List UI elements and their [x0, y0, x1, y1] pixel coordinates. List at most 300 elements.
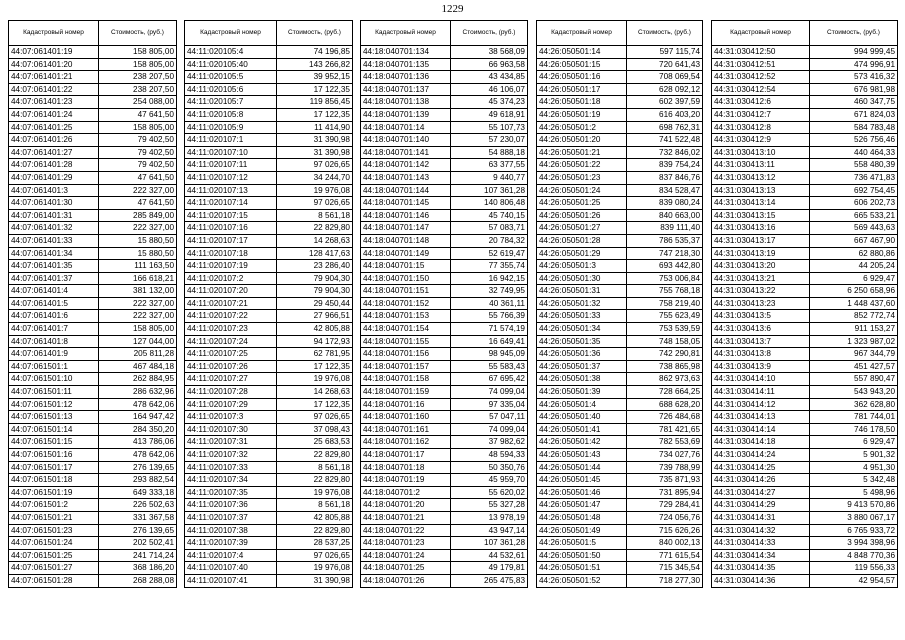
- cadastral-number-cell: 44:11:020107:22: [185, 310, 277, 323]
- cadastral-number-cell: 44:31:030413:21: [712, 272, 810, 285]
- cost-cell: 238 207,50: [99, 83, 177, 96]
- cadastral-number-cell: 44:31:030413:9: [712, 360, 810, 373]
- cadastral-number-cell: 44:31:030412:50: [712, 46, 810, 59]
- cadastral-number-cell: 44:18:040701:24: [361, 549, 451, 562]
- table-row: [185, 209, 353, 222]
- table-row: [712, 285, 898, 298]
- table-row: [361, 423, 528, 436]
- cost-cell: 758 219,40: [627, 297, 703, 310]
- table-row: [185, 46, 353, 59]
- table-row: [9, 411, 177, 424]
- table-row: [185, 222, 353, 235]
- cost-table-2: [184, 20, 353, 588]
- cost-cell: 728 664,25: [627, 386, 703, 399]
- cadastral-number-cell: 44:07:061501:19: [9, 486, 99, 499]
- cadastral-number-cell: 44:26:050501:3: [537, 260, 627, 273]
- table-row: [537, 184, 703, 197]
- cost-cell: 79 904,30: [277, 285, 353, 298]
- cost-table-3: [360, 20, 528, 588]
- cost-cell: 569 443,63: [810, 222, 898, 235]
- table-row: [9, 71, 177, 84]
- cost-cell: 15 880,50: [99, 247, 177, 260]
- cost-header: Стоимость, (руб.): [627, 21, 703, 46]
- cadastral-number-cell: 44:31:030413:19: [712, 247, 810, 260]
- cadastral-number-cell: 44:26:050501:17: [537, 83, 627, 96]
- cadastral-number-cell: 44:31:030414:13: [712, 411, 810, 424]
- table-row: [712, 411, 898, 424]
- cadastral-number-cell: 44:31:030414:36: [712, 574, 810, 587]
- cost-cell: 781 744,01: [810, 411, 898, 424]
- table-row: [537, 411, 703, 424]
- cost-cell: 241 714,24: [99, 549, 177, 562]
- cadastral-number-cell: 44:26:050501:19: [537, 108, 627, 121]
- cadastral-number-cell: 44:31:030413:12: [712, 171, 810, 184]
- table-row: [185, 449, 353, 462]
- cadastral-number-cell: 44:31:030414:25: [712, 461, 810, 474]
- cadastral-number-cell: 44:11:020105:9: [185, 121, 277, 134]
- table-row: [185, 58, 353, 71]
- cost-cell: 222 327,00: [99, 222, 177, 235]
- cadastral-number-cell: 44:07:061401:7: [9, 323, 99, 336]
- cost-cell: 57 230,07: [451, 134, 528, 147]
- cadastral-number-cell: 44:07:061501:15: [9, 436, 99, 449]
- cost-cell: 67 695,42: [451, 373, 528, 386]
- cadastral-number-cell: 44:31:030413:23: [712, 297, 810, 310]
- cost-cell: 840 002,13: [627, 537, 703, 550]
- cadastral-number-cell: 44:11:020107:25: [185, 348, 277, 361]
- cadastral-number-cell: 44:11:020107:2: [185, 272, 277, 285]
- cadastral-number-cell: 44:26:050501:26: [537, 209, 627, 222]
- cost-cell: 268 288,08: [99, 574, 177, 587]
- table-row: [537, 449, 703, 462]
- cost-cell: 205 811,28: [99, 348, 177, 361]
- table-row: [537, 335, 703, 348]
- cadastral-number-cell: 44:11:020107:11: [185, 159, 277, 172]
- cost-cell: 693 442,80: [627, 260, 703, 273]
- cadastral-number-cell: 44:07:061501:1: [9, 360, 99, 373]
- cost-cell: 31 390,98: [277, 574, 353, 587]
- table-row: [9, 549, 177, 562]
- cadastral-number-cell: 44:07:061401:4: [9, 285, 99, 298]
- cost-cell: 34 244,70: [277, 171, 353, 184]
- cadastral-number-cell: 44:07:061501:10: [9, 373, 99, 386]
- table-row: [185, 108, 353, 121]
- cadastral-number-cell: 44:11:020107:17: [185, 234, 277, 247]
- cost-cell: 331 367,58: [99, 511, 177, 524]
- table-row: [9, 537, 177, 550]
- cost-cell: 27 966,51: [277, 310, 353, 323]
- table-row: [185, 134, 353, 147]
- table-row: [537, 461, 703, 474]
- cost-cell: 19 976,08: [277, 373, 353, 386]
- cadastral-number-cell: 44:26:050501:32: [537, 297, 627, 310]
- cadastral-number-cell: 44:18:040701:154: [361, 323, 451, 336]
- cadastral-number-cell: 44:11:020107:20: [185, 285, 277, 298]
- cost-cell: 97 026,65: [277, 411, 353, 424]
- cost-cell: 32 749,95: [451, 285, 528, 298]
- table-row: [185, 574, 353, 587]
- cost-cell: 478 642,06: [99, 449, 177, 462]
- cadastral-number-cell: 44:31:030413:17: [712, 234, 810, 247]
- table-row: [9, 461, 177, 474]
- cadastral-number-cell: 44:26:050501:37: [537, 360, 627, 373]
- cadastral-number-cell: 44:26:050501:4: [537, 398, 627, 411]
- table-row: [185, 386, 353, 399]
- cost-cell: 284 350,20: [99, 423, 177, 436]
- cost-header: Стоимость, (руб.): [277, 21, 353, 46]
- table-row: [185, 285, 353, 298]
- cost-cell: 13 978,19: [451, 511, 528, 524]
- cadastral-number-cell: 44:31:030412:6: [712, 96, 810, 109]
- cadastral-number-cell: 44:11:020107:38: [185, 524, 277, 537]
- cadastral-number-cell: 44:31:030413:20: [712, 260, 810, 273]
- cadastral-number-cell: 44:26:050501:25: [537, 197, 627, 210]
- cost-cell: 43 434,85: [451, 71, 528, 84]
- cadastral-number-cell: 44:31:030412:52: [712, 71, 810, 84]
- cost-cell: 14 268,63: [277, 386, 353, 399]
- table-row: [537, 285, 703, 298]
- cost-header: Стоимость, (руб.): [451, 21, 528, 46]
- cadastral-number-cell: 44:11:020107:3: [185, 411, 277, 424]
- cost-cell: 55 327,28: [451, 499, 528, 512]
- table-row: [712, 423, 898, 436]
- table-row: [185, 310, 353, 323]
- cost-cell: 720 641,43: [627, 58, 703, 71]
- table-row: [537, 486, 703, 499]
- cost-cell: 6 929,47: [810, 436, 898, 449]
- cost-cell: 698 762,31: [627, 121, 703, 134]
- cost-cell: 665 533,21: [810, 209, 898, 222]
- cadastral-number-cell: 44:26:050501:49: [537, 524, 627, 537]
- table-row: [9, 134, 177, 147]
- table-row: [185, 197, 353, 210]
- table-row: [361, 209, 528, 222]
- cadastral-number-cell: 44:11:020107:32: [185, 449, 277, 462]
- table-row: [361, 386, 528, 399]
- table-row: [712, 58, 898, 71]
- cadastral-number-cell: 44:07:061401:8: [9, 335, 99, 348]
- table-row: [712, 197, 898, 210]
- cost-cell: 37 098,43: [277, 423, 353, 436]
- table-row: [537, 474, 703, 487]
- table-row: [9, 574, 177, 587]
- cadastral-number-cell: 44:11:020107:10: [185, 146, 277, 159]
- cost-cell: 718 277,30: [627, 574, 703, 587]
- table-row: [537, 272, 703, 285]
- cost-cell: 254 088,00: [99, 96, 177, 109]
- table-row: [9, 386, 177, 399]
- cadastral-number-cell: 44:18:040701:26: [361, 574, 451, 587]
- table-row: [712, 260, 898, 273]
- table-row: [185, 247, 353, 260]
- cost-cell: 753 539,59: [627, 323, 703, 336]
- cadastral-number-cell: 44:18:040701:18: [361, 461, 451, 474]
- cadastral-number-cell: 44:11:020105:40: [185, 58, 277, 71]
- cost-cell: 94 172,93: [277, 335, 353, 348]
- table-row: [9, 297, 177, 310]
- table-row: [361, 146, 528, 159]
- cost-cell: 9 440,77: [451, 171, 528, 184]
- cadastral-number-cell: 44:07:061501:24: [9, 537, 99, 550]
- table-row: [537, 562, 703, 575]
- cost-cell: 42 805,88: [277, 511, 353, 524]
- cost-cell: 1 448 437,60: [810, 297, 898, 310]
- page-number: 1229: [441, 3, 464, 15]
- cadastral-number-cell: 44:07:061401:24: [9, 108, 99, 121]
- table-row: [537, 310, 703, 323]
- cadastral-number-cell: 44:18:040701:149: [361, 247, 451, 260]
- cost-cell: 44 205,24: [810, 260, 898, 273]
- table-row: [537, 574, 703, 587]
- cadastral-number-cell: 44:26:050501:35: [537, 335, 627, 348]
- table-row: [361, 134, 528, 147]
- cost-cell: 62 781,95: [277, 348, 353, 361]
- table-row: [712, 449, 898, 462]
- cost-cell: 15 880,50: [99, 234, 177, 247]
- cadastral-number-cell: 44:26:050501:42: [537, 436, 627, 449]
- table-row: [712, 524, 898, 537]
- cadastral-number-cell: 44:18:040701:150: [361, 272, 451, 285]
- table-row: [712, 96, 898, 109]
- cost-cell: 755 768,18: [627, 285, 703, 298]
- cost-cell: 127 044,00: [99, 335, 177, 348]
- cadastral-number-cell: 44:26:050501:2: [537, 121, 627, 134]
- cadastral-number-cell: 44:18:040701:141: [361, 146, 451, 159]
- table-row: [185, 335, 353, 348]
- cost-cell: 6 250 658,96: [810, 285, 898, 298]
- cost-cell: 649 333,18: [99, 486, 177, 499]
- cadastral-number-cell: 44:31:030412:7: [712, 108, 810, 121]
- header-row: [537, 21, 703, 46]
- table-row: [537, 348, 703, 361]
- table-row: [361, 373, 528, 386]
- table-row: [712, 486, 898, 499]
- cadastral-number-cell: 44:18:040701:22: [361, 524, 451, 537]
- cadastral-number-cell: 44:26:050501:47: [537, 499, 627, 512]
- table-row: [712, 549, 898, 562]
- cadastral-number-cell: 44:11:020107:31: [185, 436, 277, 449]
- cost-cell: 52 619,47: [451, 247, 528, 260]
- cost-cell: 74 099,04: [451, 423, 528, 436]
- table-row: [185, 562, 353, 575]
- cost-cell: 782 553,69: [627, 436, 703, 449]
- cost-cell: 735 871,93: [627, 474, 703, 487]
- table-row: [537, 234, 703, 247]
- cadastral-number-cell: 44:18:040701:145: [361, 197, 451, 210]
- cadastral-number-cell: 44:31:030413:13: [712, 184, 810, 197]
- cadastral-number-cell: 44:26:050501:27: [537, 222, 627, 235]
- cadastral-number-cell: 44:26:050501:22: [537, 159, 627, 172]
- cost-cell: 98 945,09: [451, 348, 528, 361]
- cadastral-number-cell: 44:11:020107:40: [185, 562, 277, 575]
- cost-cell: 726 484,68: [627, 411, 703, 424]
- cadastral-number-cell: 44:07:061401:22: [9, 83, 99, 96]
- cost-cell: 48 594,33: [451, 449, 528, 462]
- table-row: [361, 411, 528, 424]
- table-row: [712, 46, 898, 59]
- cost-cell: 840 663,00: [627, 209, 703, 222]
- cadastral-number-cell: 44:18:040701:140: [361, 134, 451, 147]
- cadastral-number-cell: 44:07:061401:9: [9, 348, 99, 361]
- table-row: [537, 537, 703, 550]
- cadastral-number-cell: 44:18:040701:155: [361, 335, 451, 348]
- table-row: [9, 184, 177, 197]
- cadastral-number-cell: 44:26:050501:24: [537, 184, 627, 197]
- cost-cell: 55 620,02: [451, 486, 528, 499]
- header-row: [712, 21, 898, 46]
- cadastral-number-cell: 44:31:030413:10: [712, 146, 810, 159]
- cost-cell: 45 740,15: [451, 209, 528, 222]
- cadastral-number-cell: 44:31:030414:35: [712, 562, 810, 575]
- table-row: [361, 46, 528, 59]
- cadastral-number-cell: 44:18:040701:152: [361, 297, 451, 310]
- cadastral-number-cell: 44:31:030413:7: [712, 335, 810, 348]
- cadastral-number-cell: 44:18:040701:147: [361, 222, 451, 235]
- cadastral-number-cell: 44:11:020107:29: [185, 398, 277, 411]
- cadastral-number-cell: 44:18:040701:157: [361, 360, 451, 373]
- cadastral-number-cell: 44:26:050501:40: [537, 411, 627, 424]
- cost-cell: 5 342,48: [810, 474, 898, 487]
- cadastral-number-cell: 44:31:030414:18: [712, 436, 810, 449]
- table-row: [712, 474, 898, 487]
- cost-cell: 606 202,73: [810, 197, 898, 210]
- cadastral-number-cell: 44:07:061501:18: [9, 474, 99, 487]
- cost-cell: 688 628,20: [627, 398, 703, 411]
- cost-cell: 238 207,50: [99, 71, 177, 84]
- cadastral-number-cell: 44:18:040701:160: [361, 411, 451, 424]
- cadastral-number-cell: 44:07:061401:32: [9, 222, 99, 235]
- cadastral-number-cell: 44:11:020107:27: [185, 373, 277, 386]
- table-row: [361, 360, 528, 373]
- cadastral-number-cell: 44:18:040701:14: [361, 121, 451, 134]
- cost-cell: 71 574,19: [451, 323, 528, 336]
- table-row: [185, 348, 353, 361]
- cost-cell: 97 026,65: [277, 549, 353, 562]
- table-row: [712, 121, 898, 134]
- table-row: [537, 499, 703, 512]
- cadastral-number-cell: 44:26:050501:18: [537, 96, 627, 109]
- table-row: [185, 297, 353, 310]
- table-row: [712, 83, 898, 96]
- cadastral-number-cell: 44:18:040701:21: [361, 511, 451, 524]
- cadastral-number-cell: 44:11:020107:14: [185, 197, 277, 210]
- cost-cell: 164 947,42: [99, 411, 177, 424]
- cadastral-number-cell: 44:26:050501:14: [537, 46, 627, 59]
- table-row: [9, 348, 177, 361]
- table-row: [185, 411, 353, 424]
- table-row: [9, 373, 177, 386]
- cadastral-number-cell: 44:31:030414:29: [712, 499, 810, 512]
- cost-cell: 79 402,50: [99, 159, 177, 172]
- table-row: [9, 171, 177, 184]
- cost-cell: 667 467,90: [810, 234, 898, 247]
- cost-cell: 1 323 987,02: [810, 335, 898, 348]
- table-row: [361, 272, 528, 285]
- cadastral-number-cell: 44:11:020107:12: [185, 171, 277, 184]
- cost-cell: 285 849,00: [99, 209, 177, 222]
- cadastral-number-cell: 44:11:020107:36: [185, 499, 277, 512]
- cadastral-number-cell: 44:26:050501:48: [537, 511, 627, 524]
- table-row: [712, 335, 898, 348]
- cadastral-number-cell: 44:07:061501:23: [9, 524, 99, 537]
- cost-cell: 222 327,00: [99, 184, 177, 197]
- cost-cell: 57 047,11: [451, 411, 528, 424]
- cost-cell: 715 626,26: [627, 524, 703, 537]
- cadastral-number-cell: 44:31:030414:33: [712, 537, 810, 550]
- cadastral-number-cell: 44:18:040701:158: [361, 373, 451, 386]
- table-row: [361, 524, 528, 537]
- table-row: [185, 272, 353, 285]
- table-row: [9, 197, 177, 210]
- cadastral-number-cell: 44:18:040701:156: [361, 348, 451, 361]
- table-row: [185, 486, 353, 499]
- table-row: [712, 499, 898, 512]
- cadastral-number-cell: 44:26:050501:38: [537, 373, 627, 386]
- table-row: [9, 121, 177, 134]
- table-row: [361, 461, 528, 474]
- cost-cell: 543 943,20: [810, 386, 898, 399]
- cost-cell: 158 805,00: [99, 58, 177, 71]
- table-row: [185, 323, 353, 336]
- cost-cell: 46 106,07: [451, 83, 528, 96]
- cost-table-1: [8, 20, 177, 588]
- cost-cell: 47 641,50: [99, 108, 177, 121]
- table-row: [9, 323, 177, 336]
- table-row: [9, 83, 177, 96]
- cost-cell: 265 475,83: [451, 574, 528, 587]
- table-row: [712, 247, 898, 260]
- cadastral-number-header: Кадастровый номер: [537, 21, 627, 46]
- cost-cell: 202 502,41: [99, 537, 177, 550]
- cost-cell: 573 416,32: [810, 71, 898, 84]
- table-row: [9, 499, 177, 512]
- cost-cell: 3 994 398,96: [810, 537, 898, 550]
- table-row: [361, 348, 528, 361]
- cost-cell: 557 890,47: [810, 373, 898, 386]
- cost-cell: 43 947,14: [451, 524, 528, 537]
- table-row: [185, 499, 353, 512]
- table-row: [537, 96, 703, 109]
- cadastral-number-cell: 44:18:040701:162: [361, 436, 451, 449]
- table-row: [537, 209, 703, 222]
- cost-cell: 42 805,88: [277, 323, 353, 336]
- cadastral-number-cell: 44:07:061501:21: [9, 511, 99, 524]
- cost-cell: 692 754,45: [810, 184, 898, 197]
- table-row: [361, 310, 528, 323]
- cost-cell: 746 178,50: [810, 423, 898, 436]
- table-row: [361, 562, 528, 575]
- cadastral-number-cell: 44:07:061401:23: [9, 96, 99, 109]
- cadastral-number-cell: 44:07:061401:37: [9, 272, 99, 285]
- cost-cell: 20 784,32: [451, 234, 528, 247]
- table-row: [537, 511, 703, 524]
- table-row: [361, 171, 528, 184]
- cadastral-number-cell: 44:18:040701:153: [361, 310, 451, 323]
- table-row: [361, 234, 528, 247]
- cadastral-number-cell: 44:31:030413:6: [712, 323, 810, 336]
- cadastral-number-cell: 44:07:061501:17: [9, 461, 99, 474]
- cadastral-number-cell: 44:11:020107:39: [185, 537, 277, 550]
- cadastral-number-cell: 44:26:050501:15: [537, 58, 627, 71]
- cadastral-number-cell: 44:07:061501:14: [9, 423, 99, 436]
- cadastral-number-cell: 44:11:020107:34: [185, 474, 277, 487]
- cadastral-number-cell: 44:18:040701:136: [361, 71, 451, 84]
- cadastral-number-cell: 44:26:050501:36: [537, 348, 627, 361]
- cost-cell: 143 266,82: [277, 58, 353, 71]
- cost-cell: 362 628,80: [810, 398, 898, 411]
- cost-cell: 38 568,09: [451, 46, 528, 59]
- cadastral-number-cell: 44:07:061401:21: [9, 71, 99, 84]
